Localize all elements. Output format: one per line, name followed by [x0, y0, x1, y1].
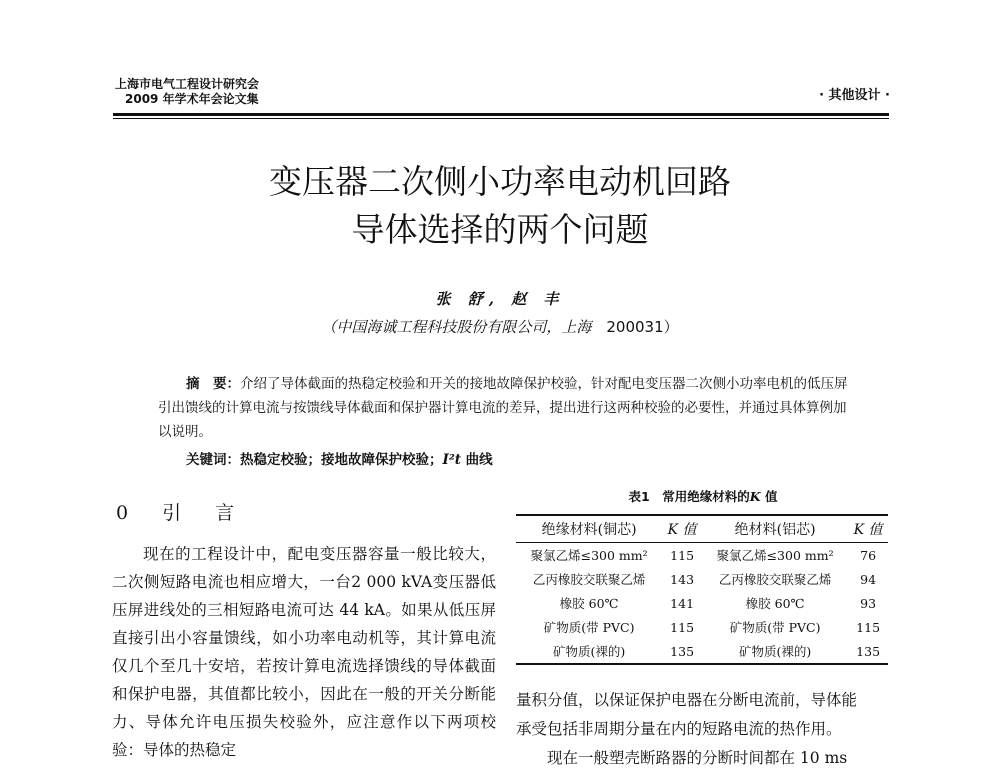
keywords-text: 热稳定校验；接地故障保护校验； [240, 452, 443, 468]
affiliation-code: 200031） [606, 318, 679, 336]
table-cell: 乙丙橡胶交联聚乙烯 [718, 572, 832, 587]
table-cell: 93 [860, 595, 877, 611]
body-left-column [112, 540, 496, 764]
table-header-cell: 绝材料(铝芯) [702, 515, 848, 543]
affiliation [100, 316, 900, 337]
keywords-label: 关键词： [186, 452, 240, 468]
table-header-row [516, 515, 888, 543]
table-cell: 乙丙橡胶交联聚乙烯 [532, 572, 646, 587]
affiliation-text: （中国海诚工程科技股份有限公司，上海 [321, 318, 592, 336]
table-row [516, 543, 888, 568]
body-line: 承受包括非周期分量在内的短路电流的热作用。 [516, 720, 842, 738]
header-rule-thick [113, 113, 889, 116]
body-paragraph: 现在的工程设计中，配电变压器容量一般比较大，二次侧短路电流也相应增大，一台2 000 kVA变压器低压屏进线处的三相短路电流可达 44 kA。如果从低压屏直接引出小容量馈线，如小功率电动机等，其计算电流仅几个至几十安培，若按计算电流选择馈线的导体截面和保护电器，其值都比较小，因此在一般的开关分断能力、导体允许电压损失校验外，应注意作以下两项校验：导体的热稳定 [112, 545, 496, 759]
table-cell: 115 [856, 619, 881, 635]
title-line-1: 变压器二次侧小功率电动机回路 [269, 162, 731, 201]
table-caption-tail: 值 [760, 489, 778, 504]
paper-title [100, 158, 900, 254]
table-row [516, 567, 888, 591]
journal-volume: 2009 年学术年会论文集 [125, 92, 259, 106]
table-header-cell: 绝缘材料(铜芯) [516, 515, 662, 543]
abstract-label: 摘 要： [186, 376, 240, 392]
table-caption [518, 487, 888, 505]
table-caption-text: 表1 常用绝缘材料的 [628, 489, 750, 504]
table-cell: 橡胶 60℃ [559, 596, 619, 611]
table-cell: 矿物质(裸的) [516, 639, 662, 664]
table-cell: 115 [670, 619, 695, 635]
table-cell: 115 [670, 547, 695, 563]
section-heading [116, 498, 248, 525]
authors: 张 舒, 赵 丰 [435, 290, 565, 308]
abstract-text: 介绍了导体截面的热稳定校验和开关的接地故障保护校验，针对配电变压器二次侧小功率电机的低压屏引出馈线的计算电流与按馈线导体截面和保护器计算电流的差异，提出进行这两种校验的必要性，并通过具体算例加以说明。 [158, 376, 848, 440]
title-line-2: 导体选择的两个问题 [351, 210, 649, 249]
table-cell: 聚氯乙烯≤300 mm² [716, 548, 834, 563]
keywords [186, 448, 493, 468]
table-cell: 矿物质(带 PVC) [729, 620, 821, 635]
body-line: 现在一般塑壳断路器的分断时间都在 10 ms [547, 749, 848, 767]
table-cell: 聚氯乙烯≤300 mm² [530, 548, 648, 563]
keywords-formula: I²t [442, 452, 461, 468]
table-row [516, 639, 888, 664]
table-cell: 135 [662, 639, 702, 664]
table-header-cell: K 值 [848, 515, 888, 543]
table-caption-k: K [749, 489, 761, 504]
table-row [516, 591, 888, 615]
section-tag: · 其他设计 · [819, 88, 890, 103]
k-value-table [516, 514, 888, 665]
body-line: 量积分值，以保证保护电器在分断电流前，导体能 [516, 691, 858, 709]
keywords-tail: 曲线 [460, 452, 493, 468]
table-cell: 135 [848, 639, 888, 664]
table-cell: 矿物质(裸的) [702, 639, 848, 664]
journal-name: 上海市电气工程设计研究会 [115, 77, 260, 91]
table-cell: 矿物质(带 PVC) [543, 620, 635, 635]
table-cell: 141 [670, 595, 695, 611]
section-title: 引 言 [162, 502, 249, 524]
table-cell: 橡胶 60℃ [745, 596, 805, 611]
section-number: 0 [116, 502, 143, 524]
table-header-cell: K 值 [662, 515, 702, 543]
abstract [158, 372, 858, 444]
header-rule-thin [113, 118, 889, 119]
table-cell: 143 [670, 571, 695, 587]
journal-header [115, 77, 259, 107]
table-row [516, 615, 888, 639]
table-cell: 76 [860, 547, 877, 563]
table-cell: 94 [860, 571, 877, 587]
